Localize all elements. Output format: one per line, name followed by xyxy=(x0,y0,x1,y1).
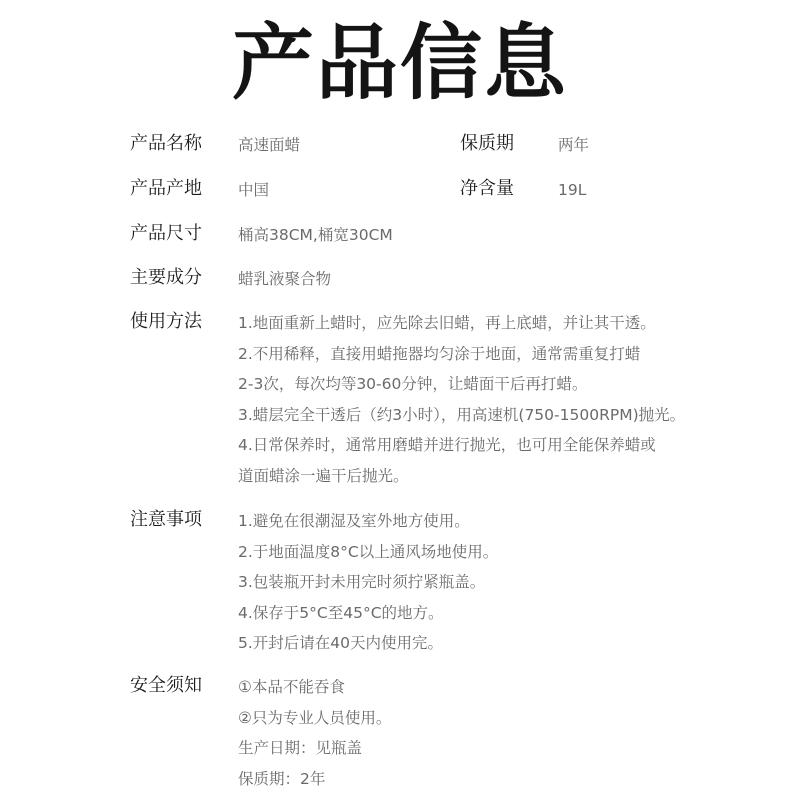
notes-list xyxy=(238,510,498,663)
notes-line: 5.开封后请在40天内使用完。 xyxy=(238,634,444,653)
origin-value: 中国 xyxy=(238,181,270,199)
product-name-value: 高速面蜡 xyxy=(238,136,301,154)
safety-line: 保质期：2年 xyxy=(238,769,326,788)
notes-line: 3.包装瓶开封未用完时须拧紧瓶盖。 xyxy=(238,573,486,592)
usage-line: 3.蜡层完全干透后（约3小时），用高速机(750-1500RPM)抛光。 xyxy=(238,405,686,424)
size-label: 产品尺寸 xyxy=(130,223,202,244)
usage-line: 2.不用稀释，直接用蜡拖器均匀涂于地面，通常需重复打蜡 xyxy=(238,344,641,363)
usage-line: 道面蜡涂一遍干后抛光。 xyxy=(238,466,409,485)
safety-label: 安全须知 xyxy=(130,675,202,696)
notes-label: 注意事项 xyxy=(130,509,202,530)
usage-label: 使用方法 xyxy=(130,311,202,332)
usage-list xyxy=(238,312,685,496)
shelf-life-label: 保质期 xyxy=(460,133,514,154)
ingredient-value: 蜡乳液聚合物 xyxy=(238,270,332,288)
net-content-label: 净含量 xyxy=(460,178,514,199)
size-value: 桶高38CM,桶宽30CM xyxy=(238,226,393,244)
usage-line: 1.地面重新上蜡时，应先除去旧蜡，再上底蜡，并让其干透。 xyxy=(238,314,656,332)
safety-line: ②只为专业人员使用。 xyxy=(238,708,392,727)
notes-line: 4.保存于5°C至45°C的地方。 xyxy=(238,603,444,622)
safety-line: 生产日期：见瓶盖 xyxy=(238,739,363,758)
origin-label: 产品产地 xyxy=(130,178,202,199)
usage-line: 2-3次，每次均等30-60分钟，让蜡面干后再打蜡。 xyxy=(238,375,588,394)
net-content-value: 19L xyxy=(558,181,587,199)
page-title: 产品信息 xyxy=(231,16,568,111)
notes-line: 2.于地面温度8°C以上通风场地使用。 xyxy=(238,542,499,561)
safety-line: ①本品不能吞食 xyxy=(238,678,345,696)
ingredient-label: 主要成分 xyxy=(130,267,202,288)
shelf-life-value: 两年 xyxy=(558,136,590,154)
notes-line: 1.避免在很潮湿及室外地方使用。 xyxy=(238,512,470,530)
product-name-label: 产品名称 xyxy=(130,133,202,154)
safety-list xyxy=(238,676,391,798)
usage-line: 4.日常保养时，通常用磨蜡并进行抛光，也可用全能保养蜡或 xyxy=(238,436,656,455)
